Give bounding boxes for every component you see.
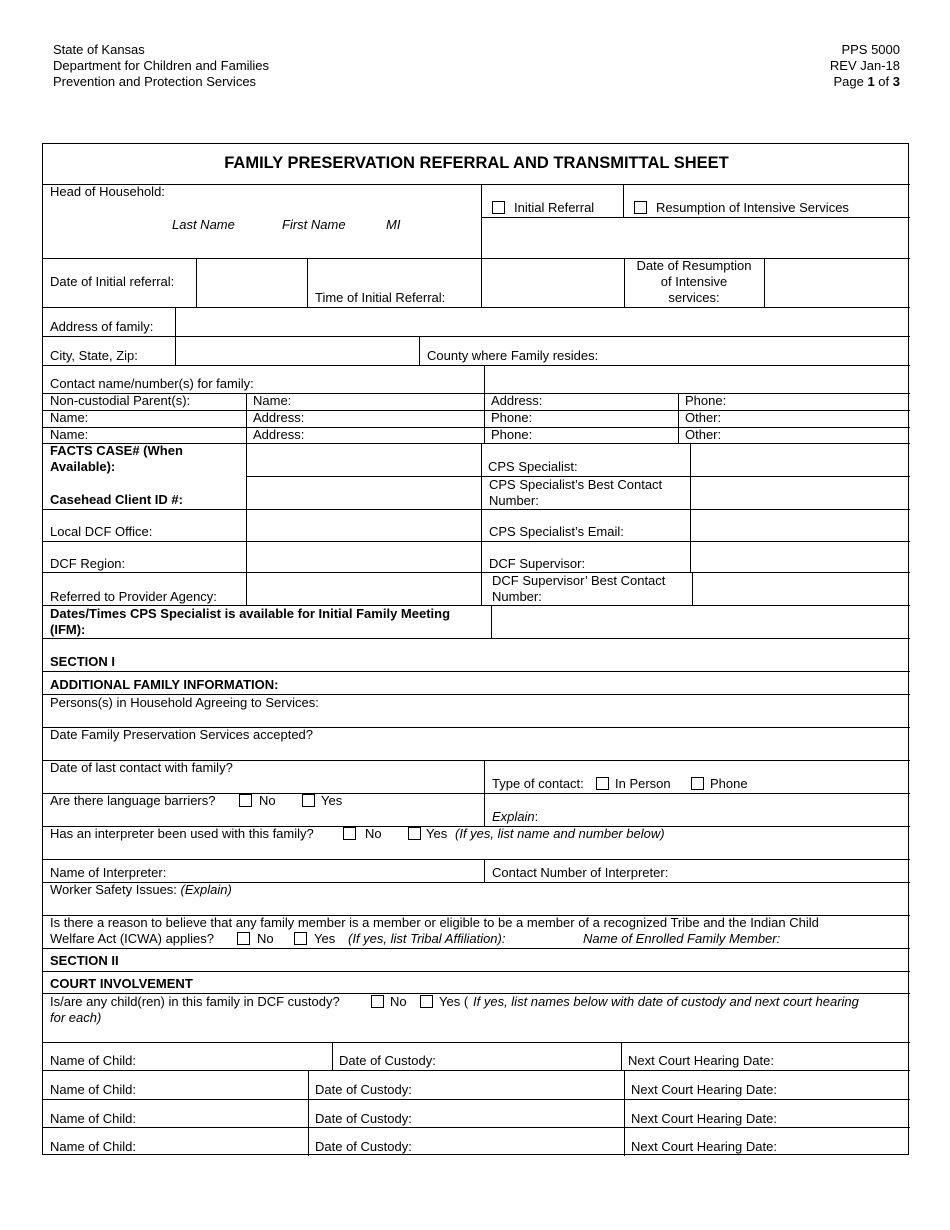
interpreter-yes-label: Yes [426,826,448,841]
rule [484,760,485,826]
rule [43,971,910,972]
rule [43,541,910,542]
date-last-contact-label: Date of last contact with family? [50,760,233,775]
icwa-question-cont: Welfare Act (ICWA) applies? [50,931,214,946]
address-label: Address: [253,410,305,425]
address-label: Address: [491,393,543,408]
persons-agreeing-label: Persons(s) in Household Agreeing to Services: [50,695,319,710]
casehead-label: Casehead Client ID #: [50,492,183,507]
custody-date-label: Date of Custody: [315,1139,412,1154]
referral-form [42,143,909,1155]
rule [332,1042,333,1070]
rule [491,605,492,638]
first-name-label: First Name [282,217,346,232]
in-person-checkbox[interactable] [596,777,609,790]
noncustodial-label: Non-custodial Parent(s): [50,393,191,408]
rule [43,1099,910,1100]
contact-names-label: Contact name/number(s) for family: [50,376,254,391]
icwa-no-label: No [257,931,274,946]
form-meta [830,42,900,90]
ifm-label: Dates/Times CPS Specialist is available for Initial Family Meeting (IFM): [50,606,451,637]
custody-note-cont: for each) [50,1010,102,1025]
rule [43,336,910,337]
rule [43,427,910,428]
page-indicator: Page 1 of 3 [833,74,900,89]
rule [43,258,910,259]
rule [481,217,910,218]
language-yes-checkbox[interactable] [302,794,315,807]
rule [246,443,247,605]
custody-no-label: No [390,994,407,1009]
section-2-heading: SECTION II [50,953,119,968]
interpreter-note: (If yes, list name and number below) [455,826,665,841]
rule [481,443,482,605]
time-initial-referral-label: Time of Initial Referral: [315,290,446,305]
next-hearing-label: Next Court Hearing Date: [631,1139,777,1154]
language-no-label: No [259,793,276,808]
rule [678,393,679,443]
icwa-yes-label: Yes [314,931,336,946]
city-state-zip-label: City, State, Zip: [50,348,138,363]
referred-provider-label: Referred to Provider Agency: [50,589,217,604]
rule [43,948,910,949]
custody-note: If yes, list names below with date of custody and next court hearing [473,994,859,1009]
county-label: County where Family resides: [427,348,599,363]
rule [623,184,624,217]
custody-date-label: Date of Custody: [315,1111,412,1126]
mi-label: MI [386,217,401,232]
worker-safety-label: Worker Safety Issues: (Explain) [50,882,232,897]
enrolled-member-label: Name of Enrolled Family Member: [583,931,781,946]
rule [692,572,693,605]
facts-case-label: FACTS CASE# (When Available): [50,443,183,474]
rule [690,443,691,572]
custody-date-label: Date of Custody: [315,1082,412,1097]
cps-contact-label: CPS Specialist’s Best Contact Number: [489,477,663,508]
phone-label: Phone: [685,393,727,408]
in-person-label: In Person [615,776,671,791]
rule [196,258,197,307]
interpreter-used-label: Has an interpreter been used with this family? [50,826,314,841]
rule [43,638,910,639]
initial-referral-checkbox[interactable] [492,201,505,214]
phone-contact-label: Phone [710,776,748,791]
child-name-label: Name of Child: [50,1111,136,1126]
interpreter-no-checkbox[interactable] [343,827,356,840]
rule [43,1127,910,1128]
next-hearing-label: Next Court Hearing Date: [628,1053,774,1068]
date-resumption-label: Date of Resumption of Intensive services: [636,258,752,305]
rule [43,307,910,308]
address-label: Address: [253,427,305,442]
section-1-heading: SECTION I [50,654,116,669]
rule [43,184,910,185]
rule [481,184,482,307]
icwa-yes-checkbox[interactable] [294,932,307,945]
name-label: Name: [253,393,292,408]
interpreter-no-label: No [365,826,382,841]
local-dcf-label: Local DCF Office: [50,524,153,539]
rule [43,509,910,510]
rule [43,1042,910,1043]
name-label: Name: [50,427,89,442]
rule [43,365,910,366]
rule [484,365,485,443]
rule [419,336,420,365]
resumption-label: Resumption of Intensive Services [656,200,849,215]
custody-yes-checkbox[interactable] [420,995,433,1008]
custody-no-checkbox[interactable] [371,995,384,1008]
rule [43,572,910,573]
last-name-label: Last Name [172,217,235,232]
supervisor-contact-label: DCF Supervisor’ Best Contact Number: [492,573,666,604]
rule [43,671,910,672]
initial-referral-label: Initial Referral [514,200,595,215]
rule [175,307,176,365]
resumption-checkbox[interactable] [634,201,647,214]
phone-label: Phone: [491,410,533,425]
language-no-checkbox[interactable] [239,794,252,807]
phone-label: Phone: [491,427,533,442]
agency-state: State of Kansas [53,42,145,57]
name-label: Name: [50,410,89,425]
cps-specialist-label: CPS Specialist: [488,459,578,474]
language-yes-label: Yes [321,793,343,808]
rule [484,859,485,882]
rule [43,410,910,411]
rule [764,258,765,307]
custody-date-label: Date of Custody: [339,1053,436,1068]
date-initial-referral-label: Date of Initial referral: [50,274,175,289]
child-name-label: Name of Child: [50,1082,136,1097]
child-name-label: Name of Child: [50,1139,136,1154]
additional-info-heading: ADDITIONAL FAMILY INFORMATION: [50,677,279,692]
icwa-question: Is there a reason to believe that any family member is a member or eligible to be a member of a recognized Tribe and the Indian Child [50,915,819,930]
address-family-label: Address of family: [50,319,154,334]
rule [43,1070,910,1071]
agency-division: Prevention and Protection Services [53,74,257,89]
agency-department: Department for Children and Families [53,58,270,73]
rule [308,1070,309,1156]
interpreter-yes-checkbox[interactable] [408,827,421,840]
other-label: Other: [685,427,722,442]
icwa-note: (If yes, list Tribal Affiliation): [348,931,506,946]
date-fp-accepted-label: Date Family Preservation Services accepted? [50,727,314,742]
language-barriers-label: Are there language barriers? [50,793,216,808]
dcf-supervisor-label: DCF Supervisor: [489,556,586,571]
next-hearing-label: Next Court Hearing Date: [631,1082,777,1097]
explain-label: Explain: [492,809,539,824]
custody-yes-label: Yes ( [439,994,469,1009]
agency-header [53,42,269,90]
rule [621,1042,622,1070]
child-name-label: Name of Child: [50,1053,136,1068]
dcf-region-label: DCF Region: [50,556,126,571]
rule [307,258,308,307]
rule [246,393,247,443]
cps-email-label: CPS Specialist’s Email: [489,524,624,539]
custody-question: Is/are any child(ren) in this family in DCF custody? [50,994,340,1009]
other-label: Other: [685,410,722,425]
head-of-household-label: Head of Household: [50,184,165,199]
phone-contact-checkbox[interactable] [691,777,704,790]
interpreter-number-label: Contact Number of Interpreter: [492,865,669,880]
interpreter-name-label: Name of Interpreter: [50,865,167,880]
icwa-no-checkbox[interactable] [237,932,250,945]
form-title: FAMILY PRESERVATION REFERRAL AND TRANSMITTAL SHEET [224,154,729,172]
court-involvement-heading: COURT INVOLVEMENT [50,976,193,991]
next-hearing-label: Next Court Hearing Date: [631,1111,777,1126]
form-number: PPS 5000 [841,42,900,57]
form-revision: REV Jan-18 [829,58,900,73]
rule [43,859,910,860]
type-contact-label: Type of contact: [492,776,584,791]
rule [624,1070,625,1156]
